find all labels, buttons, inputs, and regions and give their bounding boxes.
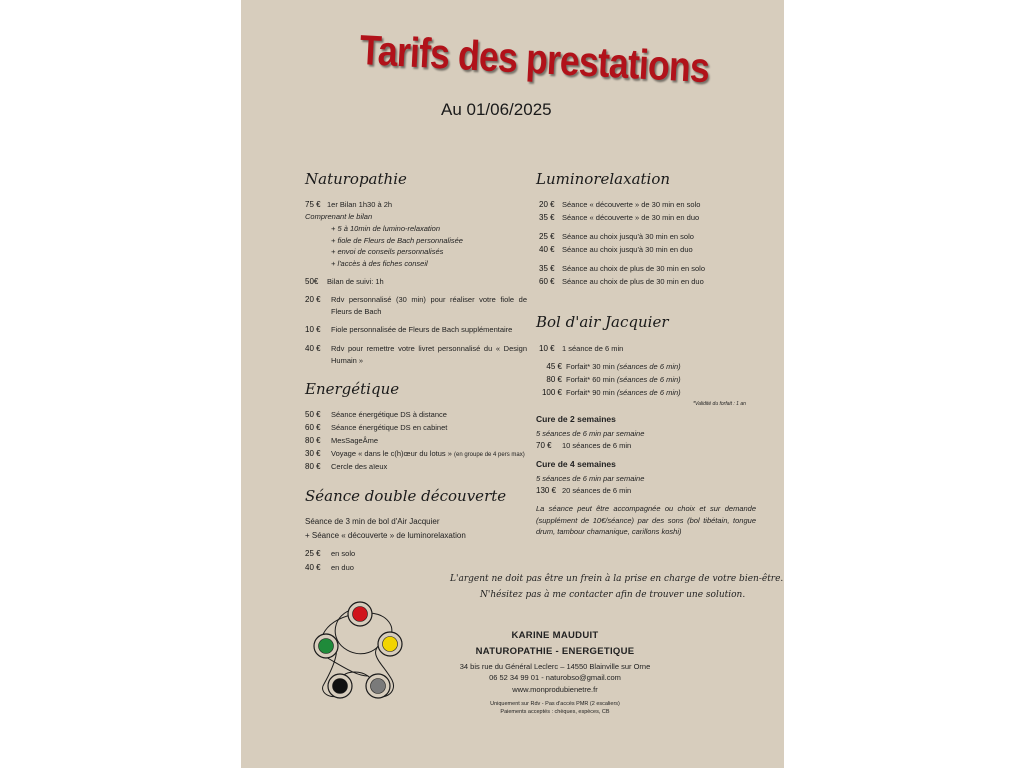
energetique-row: 60 € Séance énergétique DS en cabinet	[305, 423, 448, 432]
bol-single-row: 10 € 1 séance de 6 min	[539, 344, 624, 353]
energetique-row: 30 € Voyage « dans le c(h)œur du lotus » (en groupe de 4 pers max)	[305, 449, 525, 458]
logo-color-dot	[371, 679, 386, 694]
page-title: Tarifs des prestations	[358, 26, 711, 92]
cure2-title: Cure de 2 semaines	[536, 414, 616, 424]
bol-forfait-row: 45 € Forfait* 30 min (séances de 6 min)	[546, 362, 681, 371]
chakra-circles-logo	[304, 596, 404, 706]
logo-color-dot	[353, 607, 368, 622]
bol-heading: Bol d'air Jacquier	[536, 313, 669, 331]
lumino-heading: Luminorelaxation	[536, 170, 671, 188]
quote-line2: N'hésitez pas à me contacter afin de trouver une solution.	[480, 590, 746, 600]
double-row: 40 € en duo	[305, 563, 354, 572]
cure4-row: 130 € 20 séances de 6 min	[536, 486, 632, 495]
contact-role: NATUROPATHIE - ENERGETIQUE	[475, 646, 635, 657]
naturo-fiole-row: 10 € Fiole personnalisée de Fleurs de Bach supplémentaire	[305, 325, 513, 334]
lumino-row: 35 € Séance « découverte » de 30 min en duo	[539, 213, 700, 222]
payment-note: Paiements acceptés : chèques, espèces, CB	[500, 709, 610, 715]
bol-forfait-row: 80 € Forfait* 60 min (séances de 6 min)	[546, 375, 681, 384]
energetique-row: 80 € MesSageÂme	[305, 436, 379, 445]
access-note: Uniquement sur Rdv - Pas d'accès PMR (2 escaliers)	[490, 701, 620, 707]
double-heading: Séance double découverte	[305, 487, 507, 505]
contact-name: KARINE MAUDUIT	[511, 630, 599, 641]
naturo-include-item: + fiole de Fleurs de Bach personnalisée	[331, 236, 463, 245]
naturo-livret-row: 40 € Rdv pour remettre votre livret personnalisé du « Design Humain »	[305, 344, 527, 365]
bol-forfait-row: 100 € Forfait* 90 min (séances de 6 min)	[541, 388, 681, 397]
naturo-bilan-row: 75 € 1er Bilan 1h30 à 2h	[305, 200, 393, 209]
energetique-row: 50 € Séance énergétique DS à distance	[305, 410, 447, 419]
lumino-row: 60 € Séance au choix de plus de 30 min en duo	[539, 277, 704, 286]
contact-phone-email[interactable]: 06 52 34 99 01 - naturobso@gmail.com	[489, 673, 621, 682]
double-line2: + Séance « découverte » de luminorelaxation	[305, 531, 466, 540]
cure4-title: Cure de 4 semaines	[536, 459, 616, 469]
naturo-suivi-row: 50€ Bilan de suivi: 1h	[305, 277, 384, 286]
naturo-include-item: + envoi de conseils personnalisés	[331, 247, 444, 256]
cure2-row: 70 € 10 séances de 6 min	[536, 441, 632, 450]
bol-validity-note: *Validité du forfait : 1 an	[693, 401, 746, 407]
lumino-row: 35 € Séance au choix de plus de 30 min en solo	[539, 264, 706, 273]
naturopathie-heading: Naturopathie	[305, 170, 407, 188]
energetique-heading: Energétique	[305, 380, 400, 398]
cure4-subtitle: 5 séances de 6 min par semaine	[536, 474, 645, 483]
lumino-row: 20 € Séance « découverte » de 30 min en solo	[539, 200, 701, 209]
double-line1: Séance de 3 min de bol d'Air Jacquier	[305, 517, 440, 526]
naturo-include-item: + l'accès à des fiches conseil	[331, 259, 428, 268]
energetique-row: 80 € Cercle des aïeux	[305, 462, 388, 471]
quote-line1: L'argent ne doit pas être un frein à la prise en charge de votre bien-être.	[450, 574, 784, 584]
naturo-include-item: + 5 à 10min de lumino-relaxation	[331, 224, 441, 233]
lumino-row: 25 € Séance au choix jusqu'à 30 min en solo	[539, 232, 694, 241]
logo-color-dot	[383, 637, 398, 652]
logo-color-dot	[333, 679, 348, 694]
contact-website[interactable]: www.monprodubienetre.fr	[512, 685, 598, 694]
naturo-rdv-row: 20 € Rdv personnalisé (30 min) pour réaliser votre fiole de Fleurs de Bach	[305, 295, 527, 316]
effective-date: Au 01/06/2025	[441, 100, 552, 119]
logo-color-dot	[319, 639, 334, 654]
lumino-row: 40 € Séance au choix jusqu'à 30 min en duo	[539, 245, 693, 254]
naturo-includes-intro: Comprenant le bilan	[305, 212, 373, 221]
contact-address: 34 bis rue du Général Leclerc – 14550 Blainville sur Orne	[459, 662, 651, 671]
bol-sound-note: La séance peut être accompagnée ou choix et sur demande (supplément de 10€/séance) par des sons (bol tibétain, tongue drum, tambour chamanique, carillons koshi)	[536, 504, 756, 536]
double-row: 25 € en solo	[305, 549, 356, 558]
price-sheet	[241, 0, 784, 768]
cure2-subtitle: 5 séances de 6 min par semaine	[536, 429, 645, 438]
